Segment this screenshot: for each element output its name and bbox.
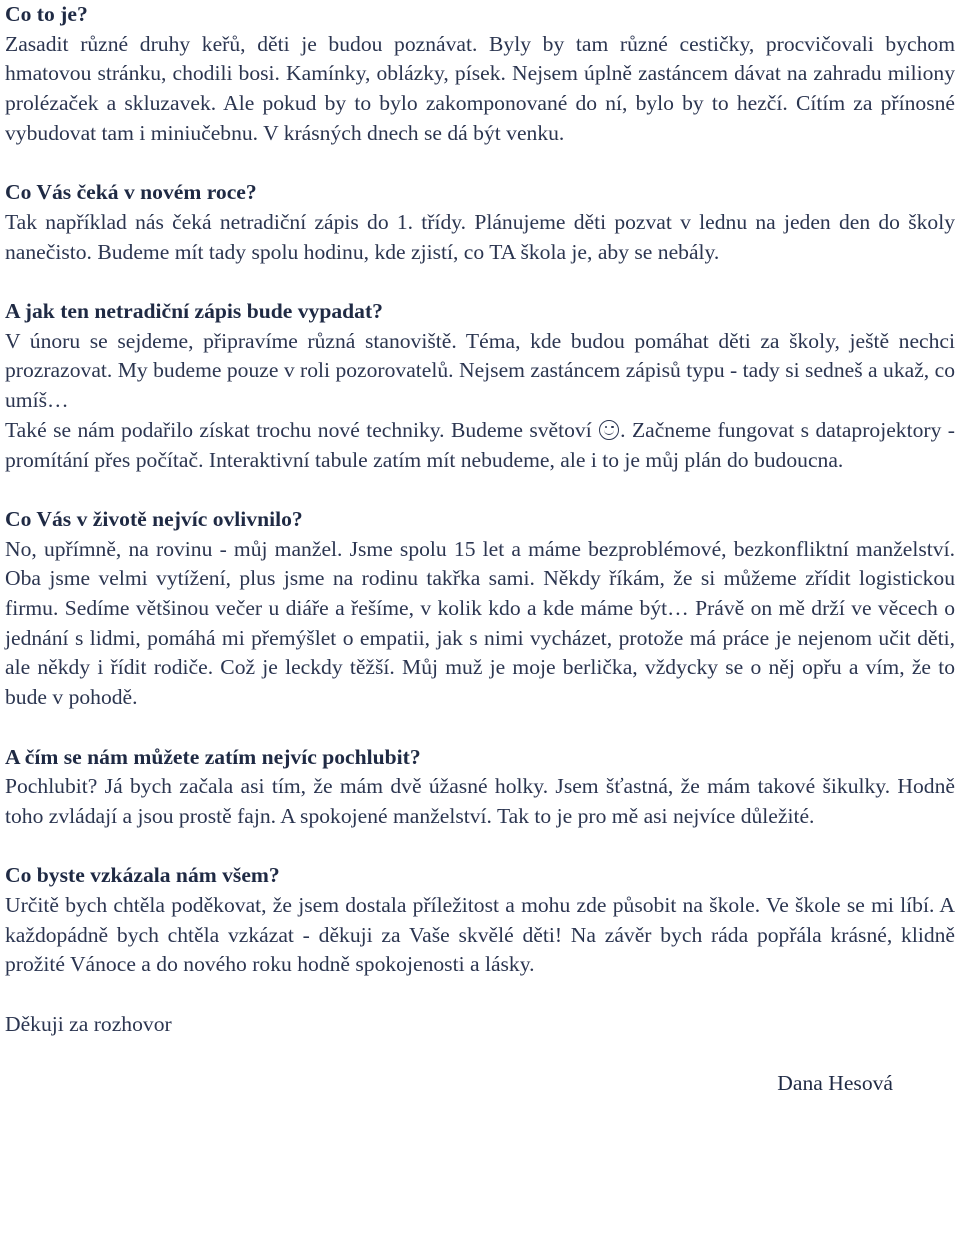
author-signature: Dana Hesová xyxy=(777,1071,893,1096)
answer-paragraph xyxy=(5,416,955,475)
paragraph-gap xyxy=(5,267,955,297)
paragraph-gap xyxy=(5,980,955,1010)
answer-paragraph: V únoru se sejdeme, připravíme různá stanoviště. Téma, kde budou pomáhat děti za školy, ještě nechci prozrazovat. My budeme pouze v roli pozorovatelů. Nejsem zastáncem zápisů typu - tady si sedneš a ukaž, co umíš… xyxy=(5,328,955,413)
question-heading: Co Vás čeká v novém roce? xyxy=(5,180,257,205)
paragraph-gap xyxy=(5,832,955,862)
section-enrollment xyxy=(5,297,955,475)
question-heading: A jak ten netradiční zápis bude vypadat? xyxy=(5,299,383,323)
question-heading: Co to je? xyxy=(5,2,88,26)
section-message xyxy=(5,861,955,980)
section-new-year xyxy=(5,178,955,267)
answer-text: . Začneme fungovat s dataprojektory - promítání přes počítač. Interaktivní tabule zatím mít nebudeme, ale i to je můj plán do budoucna. xyxy=(5,417,955,472)
question-heading: Co Vás v životě nejvíc ovlivnilo? xyxy=(5,506,303,531)
paragraph-gap xyxy=(5,475,955,505)
closing-text: Děkuji za rozhovor xyxy=(5,1011,172,1036)
answer-paragraph: Tak například nás čeká netradiční zápis do 1. třídy. Plánujeme děti pozvat v lednu na jeden den do školy nanečisto. Budeme mít tady spolu hodinu, kde zjistí, co TA škola je, aby se nebály. xyxy=(5,209,955,264)
section-what-is-it xyxy=(5,0,955,149)
section-proud xyxy=(5,743,955,832)
paragraph-gap xyxy=(5,1040,955,1070)
document-page xyxy=(5,0,955,1099)
question-heading: Co byste vzkázala nám všem? xyxy=(5,863,280,888)
answer-paragraph: Zasadit různé druhy keřů, děti je budou poznávat. Byly by tam různé cestičky, procvičovali bychom hmatovou stránku, chodili bosi. Kamínky, oblázky, písek. Nejsem úplně zastáncem dávat na zahradu miliony prolézaček a skluzavek. Ale pokud by to bylo zakomponované do ní, bylo by to hezčí. Cítím za přínosné vybudovat tam i miniučebnu. V krásných dnech se dá být venku. xyxy=(5,31,955,145)
answer-text: Také se nám podařilo získat trochu nové techniky. Budeme světoví xyxy=(5,417,599,442)
question-heading: A čím se nám můžete zatím nejvíc pochlubit? xyxy=(5,744,421,769)
answer-paragraph: Určitě bych chtěla poděkovat, že jsem dostala příležitost a mohu zde působit na škole. Ve škole se mi líbí. A každopádně bych chtěla vzkázat - děkuji za Vaše skvělé děti! Na závěr bych ráda popřála krásné, klidně prožité Vánoce a do nového roku hodně spokojenosti a lásky. xyxy=(5,893,955,977)
paragraph-gap xyxy=(5,149,955,179)
answer-paragraph: Pochlubit? Já bych začala asi tím, že mám dvě úžasné holky. Jsem šťastná, že mám takové šikulky. Hodně toho zvládají a jsou prostě fajn. A spokojené manželství. Tak to je pro mě asi nejvíce důležité. xyxy=(5,774,955,828)
smiling-face-icon xyxy=(599,420,619,440)
answer-paragraph: No, upřímně, na rovinu - můj manžel. Jsme spolu 15 let a máme bezproblémové, bezkonfliktní manželství. Oba jsme velmi vytížení, plus jsme na rodinu takřka sami. Někdy říkám, že si můžeme zřídit logistickou firmu. Sedíme většinou večer u diáře a řešíme, v kolik kdo a kde máme být… Právě on mě drží ve věcech o jednání s lidmi, pomáhá mi přemýšlet o empatii, jak s nimi vycházet, protože má práce je nejenom učit děti, ale někdy i řídit rodiče. Což je leckdy těžší. Můj muž je moje berlička, vždycky se o něj opřu a vím, že to bude v pohodě. xyxy=(5,536,955,710)
paragraph-gap xyxy=(5,713,955,743)
section-influence xyxy=(5,505,955,713)
